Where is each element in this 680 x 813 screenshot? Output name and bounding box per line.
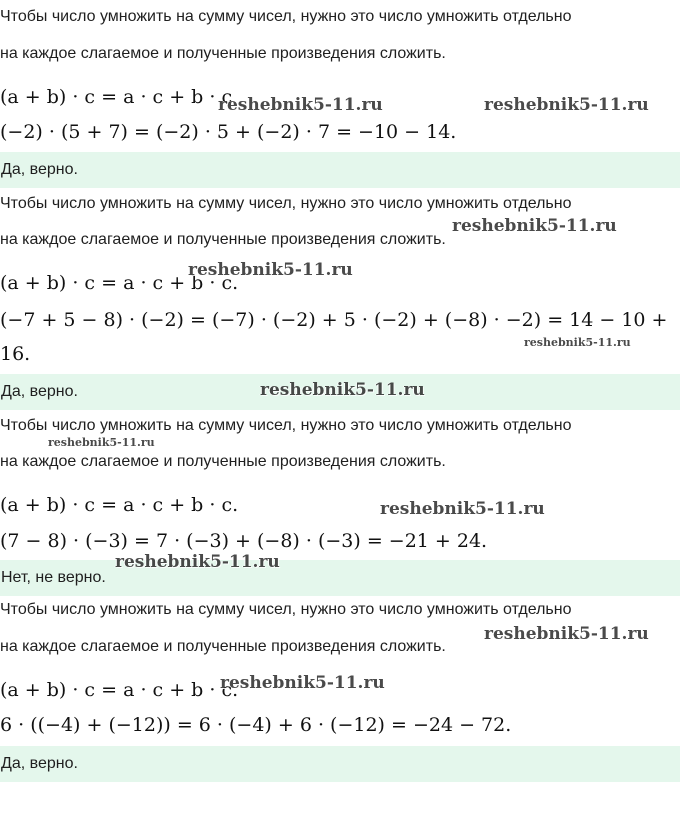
rule-text-line-2: на каждое слагаемое и полученные произведения сложить. <box>0 638 446 655</box>
watermark: reshebnik5-11.ru <box>452 216 617 236</box>
answer-bar: Да, верно. <box>0 374 680 410</box>
rule-text-line-1: Чтобы число умножить на сумму чисел, нужно это число умножить отдельно <box>0 8 572 25</box>
answer-bar: Да, верно. <box>0 152 680 188</box>
distributive-formula: (a + b) · c = a · c + b · c <box>0 86 233 108</box>
calculation-line: (−7 + 5 − 8) · (−2) = (−7) · (−2) + 5 · (−2) + (−8) · −2) = 14 − 10 + <box>0 309 668 331</box>
calculation-line: (7 − 8) · (−3) = 7 · (−3) + (−8) · (−3) = −21 + 24. <box>0 530 488 552</box>
rule-text-line-1: Чтобы число умножить на сумму чисел, нужно это число умножить отдельно <box>0 417 572 434</box>
calculation-line: 6 · ((−4) + (−12)) = 6 · (−4) + 6 · (−12) = −24 − 72. <box>0 714 512 736</box>
calculation-line: (−2) · (5 + 7) = (−2) · 5 + (−2) · 7 = −10 − 14. <box>0 121 457 143</box>
watermark: reshebnik5-11.ru <box>220 673 385 693</box>
answer-bar: Да, верно. <box>0 746 680 782</box>
watermark: reshebnik5-11.ru <box>524 336 631 349</box>
watermark: reshebnik5-11.ru <box>188 260 353 280</box>
watermark: reshebnik5-11.ru <box>484 95 649 115</box>
rule-text-line-2: на каждое слагаемое и полученные произведения сложить. <box>0 45 446 62</box>
rule-text-line-1: Чтобы число умножить на сумму чисел, нужно это число умножить отдельно <box>0 195 572 212</box>
distributive-formula: (a + b) · c = a · c + b · c. <box>0 272 239 294</box>
watermark: reshebnik5-11.ru <box>115 552 280 572</box>
watermark: reshebnik5-11.ru <box>380 499 545 519</box>
answer-bar: Нет, не верно. <box>0 560 680 596</box>
distributive-formula: (a + b) · c = a · c + b · c. <box>0 494 239 516</box>
distributive-formula: (a + b) · c = a · c + b · c. <box>0 679 239 701</box>
watermark: reshebnik5-11.ru <box>218 95 383 115</box>
watermark: reshebnik5-11.ru <box>48 436 155 449</box>
rule-text-line-2: на каждое слагаемое и полученные произведения сложить. <box>0 231 446 248</box>
watermark: reshebnik5-11.ru <box>484 624 649 644</box>
rule-text-line-1: Чтобы число умножить на сумму чисел, нужно это число умножить отдельно <box>0 601 572 618</box>
rule-text-line-2: на каждое слагаемое и полученные произведения сложить. <box>0 453 446 470</box>
calculation-line-continued: 16. <box>0 343 31 365</box>
watermark: reshebnik5-11.ru <box>260 380 425 400</box>
